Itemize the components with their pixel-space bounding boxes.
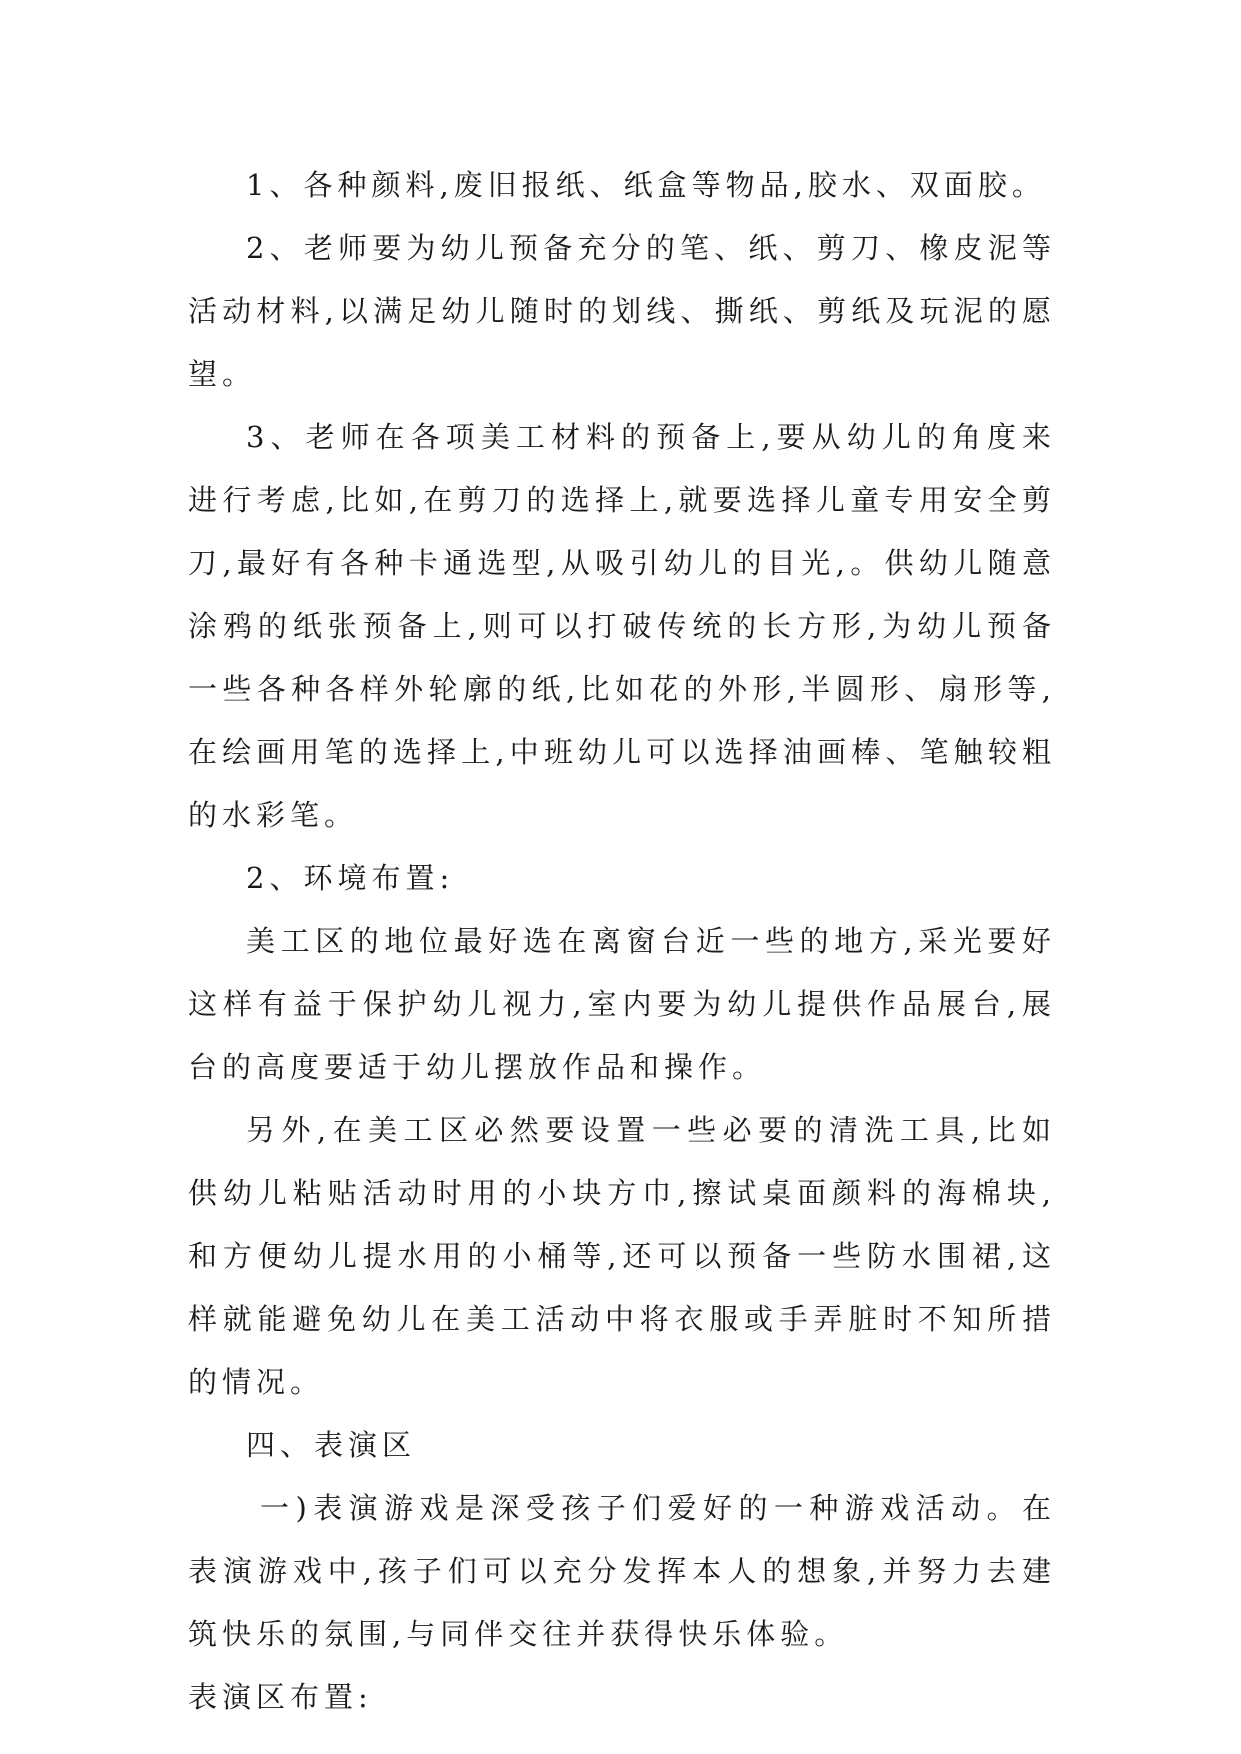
paragraph-materials-list: 1、各种颜料,废旧报纸、纸盒等物品,胶水、双面胶。 — [246, 168, 1046, 202]
paragraph-teacher-prep: 2、老师要为幼儿预备充分的笔、纸、剪刀、橡皮泥等活动材料,以满足幼儿随时的划线、撕纸、剪纸及玩泥的愿望。 — [188, 231, 1056, 391]
paragraph-cleaning-tools: 另外,在美工区必然要设置一些必要的清洗工具,比如供幼儿粘贴活动时用的小块方巾,擦试桌面颜料的海棉块,和方便幼儿提水用的小桶等,还可以预备一些防水围裙,这样就能避免幼儿在美工活动中将衣服或手弄脏时不知所措的情况。 — [188, 1113, 1056, 1399]
paragraph-material-selection: 3、老师在各项美工材料的预备上,要从幼儿的角度来进行考虑,比如,在剪刀的选择上,就要选择儿童专用安全剪刀,最好有各种卡通选型,从吸引幼儿的目光,。供幼儿随意涂鸦的纸张预备上,则可以打破传统的长方形,为幼儿预备一些各种各样外轮廓的纸,比如花的外形,半圆形、扇形等,在绘画用笔的选择上,中班幼儿可以选择油画棒、笔触较粗的水彩笔。 — [188, 420, 1056, 832]
section-heading-environment: 2、环境布置: — [246, 861, 455, 895]
document-body — [188, 154, 1056, 1729]
section-heading-performance-layout: 表演区布置: — [188, 1680, 373, 1714]
paragraph-location: 美工区的地位最好选在离窗台近一些的地方,采光要好这样有益于保护幼儿视力,室内要为幼儿提供作品展台,展台的高度要适于幼儿摆放作品和操作。 — [188, 924, 1056, 1084]
section-heading-performance-area: 四、表演区 — [246, 1428, 417, 1462]
paragraph-performance-games: 一)表演游戏是深受孩子们爱好的一种游戏活动。在表演游戏中,孩子们可以充分发挥本人的想象,并努力去建筑快乐的氛围,与同伴交往并获得快乐体验。 — [188, 1491, 1056, 1651]
